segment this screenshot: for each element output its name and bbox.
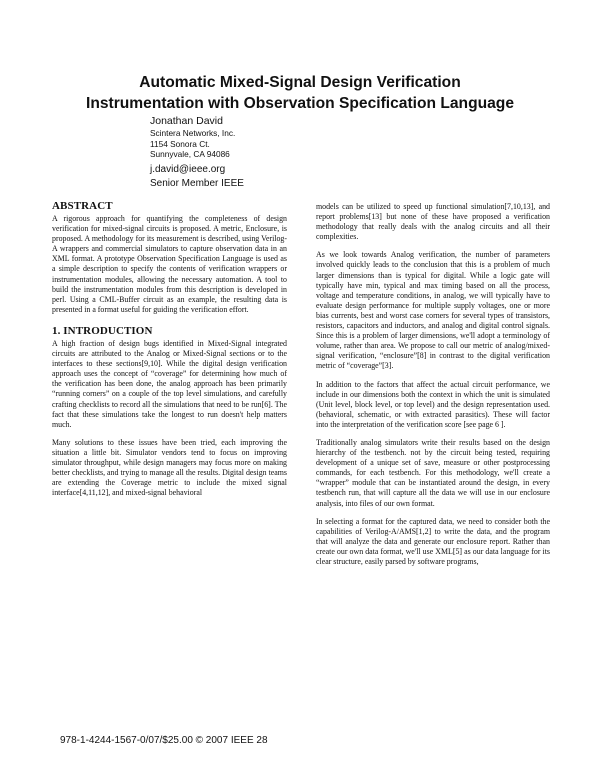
right-paragraph-2: As we look towards Analog verification, the number of parameters involved quickly leads to the conclusion that this is a problem of much larger dimensions than is typical for digital. While a logic gate will typically have min, typical and max timing based on all the process, voltage and temperature conditions, in analog, we will typically have to evaluate design performance for multiple supply voltages, one or more bias currents, best and worst case corners for several types of transistors, resistors, capacitors and inductors, and analog and digital control signals. Since this is a problem of larger dimensions, we'll adopt a terminology of volume, rather than area. We propose to call our metric of analog/mixed-signal verification, “enclosure”[8] in contrast to the digital verification metric of “coverage”[3]. — [316, 250, 550, 371]
right-paragraph-4: Traditionally analog simulators write their results based on the design hierarchy of the testbench. not by the circuit being tested, requiring development of a unique set of save, measure or other postprocessing commands, for each testbench. For this methodology, we'll create a “wrapper” module that can be instantiated around the design, in every testbench run, that will capture all the data we will use in our enclosure analysis, into files of our own format. — [316, 437, 550, 508]
intro-paragraph-2: Many solutions to these issues have been tried, each improving the situation a little bit. Simulator vendors tend to focus on improving simulator throughput, while design managers may focus more on making better checklists, and trying to manage all the results. Digital design teams are extending the Coverage metric to include the mixed signal interface[4,11,12], and mixed-signal behavioral — [52, 437, 287, 498]
right-paragraph-3: In addition to the factors that affect the actual circuit performance, we include in our dimensions both the context in which the unit is simulated (Unit level, block level, or top level) and the design representation used. (behavioral, schematic, or with extracted parasitics). These will factor into the interpretation of the verification score [see page 6 ]. — [316, 379, 550, 429]
paper-title — [40, 72, 560, 114]
author-email: j.david@ieee.org — [150, 163, 226, 175]
title-line-2: Instrumentation with Observation Specification Language — [85, 95, 514, 112]
affiliation-company: Scintera Networks, Inc. — [150, 128, 236, 138]
intro-paragraph-1: A high fraction of design bugs identified in Mixed-Signal integrated circuits are attributed to the Analog or Mixed-Signal sections or to the interfaces to these sections[9,10]. While the digital design verification approach uses the concept of “coverage” for determining how much of the verification has been done, the analog approach has been primarily “running corners” on a couple of the top level simulations, and carefully crafting checklists to record all the simulations that need to be run[6]. The fact that these simulations take the longest to run doesn't help matters much. — [52, 338, 287, 429]
left-column — [52, 200, 287, 498]
right-paragraph-5: In selecting a format for the captured data, we need to consider both the capabilities of Verilog-A/AMS[1,2] to write the data, and the program that will analyze the data and generate our enclosure report. Rather than create our own data format, we'll use XML[5] as our data language for its clear structure, easily parsed by software programs, — [316, 516, 550, 566]
page-footer: 978-1-4244-1567-0/07/$25.00 © 2007 IEEE 28 — [60, 735, 268, 746]
title-line-1: Automatic Mixed-Signal Design Verification — [139, 74, 461, 91]
author-block — [150, 115, 450, 190]
abstract-text: A rigorous approach for quantifying the completeness of design verification for mixed-signal circuits is proposed. A metric, Enclosure, is proposed. A methodology for its measurement is described, using Verilog-A wrappers and commercial simulators to capture observation data in an XML format. A prototype Observation Specification Language is used as a simple description to specify the contents of verification wrappers or instrumentation modules, allowing the necessary automation. A tool to build the instrumentation modules from this description is developed in perl. Using a CML-Buffer circuit as an example, the resulting data is presented in a format useful for guiding the verification effort. — [52, 214, 287, 314]
right-column — [316, 202, 550, 567]
affiliation-street: 1154 Sonora Ct. — [150, 138, 210, 149]
introduction-heading: 1. INTRODUCTION — [52, 324, 153, 337]
affiliation-city: Sunnyvale, CA 94086 — [150, 149, 230, 159]
right-paragraph-1: models can be utilized to speed up functional simulation[7,10,13], and report problems[13] but none of these have proposed a verification methodology that really deals with the analog circuits and all their complexities. — [316, 202, 550, 242]
author-name: Jonathan David — [150, 115, 223, 127]
author-membership: Senior Member IEEE — [150, 177, 244, 189]
abstract-heading: ABSTRACT — [52, 200, 113, 212]
